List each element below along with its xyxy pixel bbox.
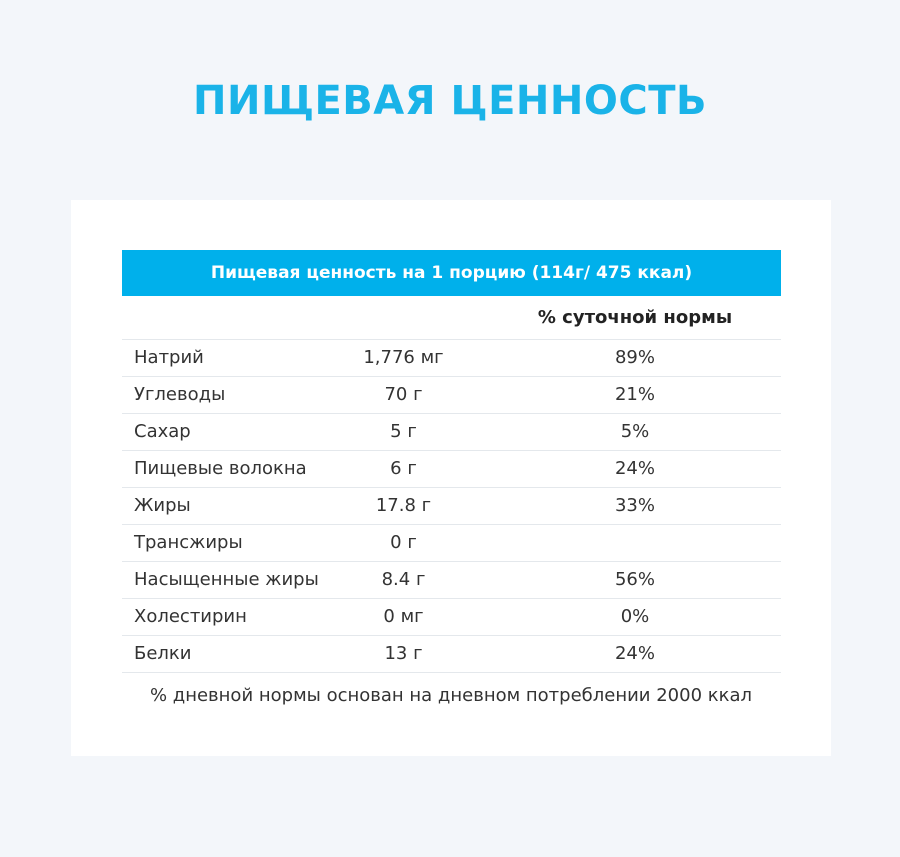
nutrient-amount: 0 г xyxy=(390,532,417,553)
nutrient-amount: 1,776 мг xyxy=(363,347,444,368)
nutrient-daily-value: 21% xyxy=(614,384,655,405)
nutrient-name: Углеводы xyxy=(134,384,226,405)
nutrient-name: Сахар xyxy=(134,421,191,442)
table-header: Пищевая ценность на 1 порцию (114г/ 475 ккал) xyxy=(122,250,781,296)
table-row xyxy=(122,599,781,636)
table-row xyxy=(122,636,781,673)
nutrient-daily-value: 56% xyxy=(614,569,655,590)
table-row xyxy=(122,377,781,414)
column-header-row xyxy=(122,296,781,340)
nutrient-amount: 13 г xyxy=(384,643,423,664)
daily-value-column-header: % суточной нормы xyxy=(537,307,733,328)
nutrient-amount: 8.4 г xyxy=(381,569,426,590)
nutrient-name: Насыщенные жиры xyxy=(134,569,319,590)
nutrient-daily-value: 89% xyxy=(614,347,655,368)
footnote: % дневной нормы основан на дневном потреблении 2000 ккал xyxy=(149,685,753,706)
nutrient-name: Жиры xyxy=(134,495,191,516)
table-row xyxy=(122,562,781,599)
table-row xyxy=(122,525,781,562)
table-row xyxy=(122,340,781,377)
nutrient-amount: 0 мг xyxy=(383,606,424,627)
nutrient-amount: 6 г xyxy=(390,458,417,479)
nutrition-card xyxy=(71,200,831,756)
nutrient-name: Холестирин xyxy=(134,606,247,627)
nutrient-name: Белки xyxy=(134,643,192,664)
nutrient-amount: 5 г xyxy=(390,421,417,442)
table-row xyxy=(122,451,781,488)
nutrient-daily-value: 0% xyxy=(620,606,650,627)
nutrition-table xyxy=(122,250,781,673)
table-row xyxy=(122,488,781,525)
nutrient-name: Натрий xyxy=(134,347,204,368)
nutrient-daily-value: 24% xyxy=(614,643,655,664)
nutrient-daily-value: 5% xyxy=(620,421,650,442)
table-row xyxy=(122,414,781,451)
page-title: ПИЩЕВАЯ ЦЕННОСТЬ xyxy=(193,78,707,124)
nutrient-daily-value: 24% xyxy=(614,458,655,479)
nutrient-amount: 17.8 г xyxy=(375,495,432,516)
nutrient-amount: 70 г xyxy=(384,384,423,405)
nutrient-daily-value: 33% xyxy=(614,495,655,516)
nutrient-name: Трансжиры xyxy=(134,532,243,553)
nutrient-name: Пищевые волокна xyxy=(134,458,307,479)
